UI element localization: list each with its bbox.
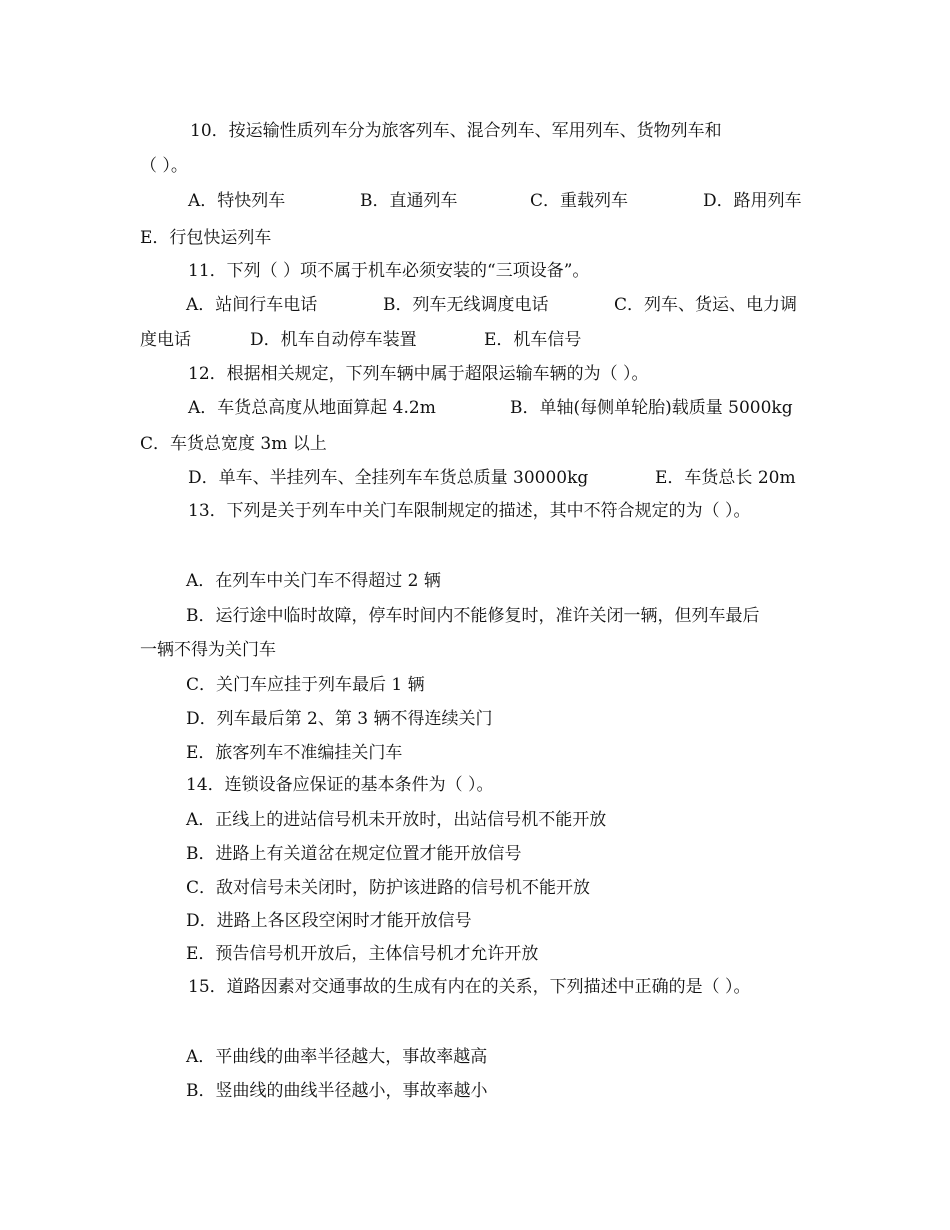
q12-option-d: D．单车、半挂列车、全挂列车车货总质量 30000kg [188, 468, 589, 488]
q15-option-a: A．平曲线的曲率半径越大，事故率越高 [186, 1047, 488, 1067]
q11-option-e: E．机车信号 [484, 330, 582, 350]
q15-stem: 15．道路因素对交通事故的生成有内在的关系，下列描述中正确的是（ ）。 [188, 977, 751, 997]
q14-option-d: D．进路上各区段空闲时才能开放信号 [186, 911, 472, 931]
q13-option-c: C．关门车应挂于列车最后 1 辆 [186, 675, 425, 695]
q11-option-c: C．列车、货运、电力调 [614, 295, 798, 315]
q14-option-b: B．进路上有关道岔在规定位置才能开放信号 [186, 844, 522, 864]
q11-option-a: A．站间行车电话 [186, 295, 318, 315]
q14-stem: 14．连锁设备应保证的基本条件为（ ）。 [186, 775, 494, 795]
q11-stem: 11．下列（ ）项不属于机车必须安装的“三项设备”。 [188, 261, 590, 281]
q11-option-c-cont: 度电话 [140, 330, 191, 350]
q12-option-c: C．车货总宽度 3m 以上 [140, 434, 327, 454]
q10-option-c: C．重载列车 [530, 191, 629, 211]
q13-option-a: A．在列车中关门车不得超过 2 辆 [186, 571, 441, 591]
q13-option-b: B．运行途中临时故障，停车时间内不能修复时，准许关闭一辆，但列车最后 [186, 606, 760, 626]
q10-stem-cont: （ ）。 [140, 156, 188, 176]
q12-option-e: E．车货总长 20m [655, 468, 796, 488]
q10-option-b: B．直通列车 [360, 191, 458, 211]
q14-option-e: E．预告信号机开放后，主体信号机才允许开放 [186, 944, 539, 964]
q11-option-b: B．列车无线调度电话 [383, 295, 549, 315]
q14-option-a: A．正线上的进站信号机未开放时，出站信号机不能开放 [186, 810, 607, 830]
q10-option-a: A．特快列车 [188, 191, 286, 211]
q14-option-c: C．敌对信号未关闭时，防护该进路的信号机不能开放 [186, 878, 591, 898]
q15-option-b: B．竖曲线的曲线半径越小，事故率越小 [186, 1081, 488, 1101]
q10-stem: 10．按运输性质列车分为旅客列车、混合列车、军用列车、货物列车和 [190, 121, 722, 141]
q12-option-b: B．单轴(每侧单轮胎)载质量 5000kg [510, 398, 793, 418]
q13-option-b-cont: 一辆不得为关门车 [140, 640, 276, 660]
q13-option-e: E．旅客列车不准编挂关门车 [186, 743, 403, 763]
q10-option-e: E．行包快运列车 [140, 228, 272, 248]
q12-option-a: A．车货总高度从地面算起 4.2m [188, 398, 436, 418]
q11-option-d: D．机车自动停车装置 [250, 330, 417, 350]
q10-option-d: D．路用列车 [703, 191, 802, 211]
q13-stem: 13．下列是关于列车中关门车限制规定的描述，其中不符合规定的为（ ）。 [188, 501, 751, 521]
q12-stem: 12．根据相关规定，下列车辆中属于超限运输车辆的为（ ）。 [188, 364, 649, 384]
q13-option-d: D．列车最后第 2、第 3 辆不得连续关门 [186, 709, 493, 729]
